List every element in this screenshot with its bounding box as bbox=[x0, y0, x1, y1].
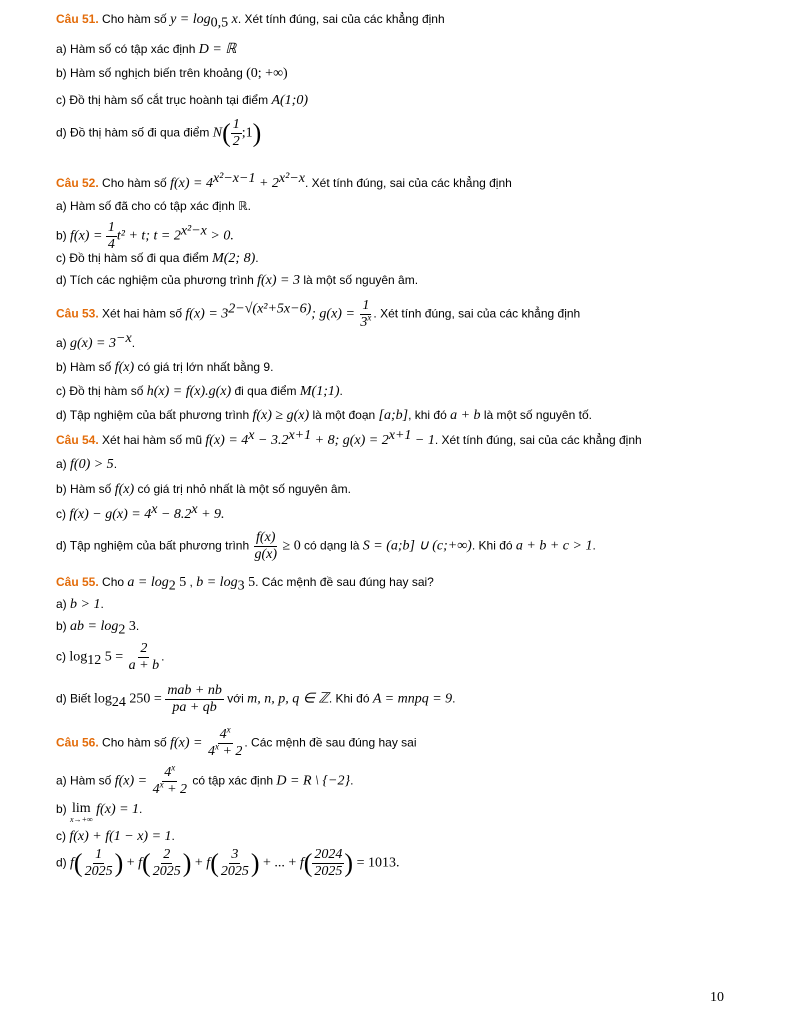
q51-c: c) Đồ thị hàm số cắt trục hoành tại điểm A(1;0) bbox=[56, 93, 308, 108]
q51-a: a) Hàm số có tập xác định D = ℝ bbox=[56, 42, 237, 57]
q51-d: d) Đồ thị hàm số đi qua điểm N( $\frac{1}{2}$ ;1) bbox=[56, 117, 262, 149]
q55-d: d) Biết $\log_{24} 250$ = mab + nb pa + qb với m, n, p, q ∈ ℤ. Khi đó A = mnpq = 9. bbox=[56, 683, 456, 715]
q54-stem: Câu 54. Xét hai hàm số mũ $f(x) = 4^x - 3.2^{x+1} + 8$; $g(x) = 2^{x+1} - 1$. Xét tính đúng, sai của các khẳng định bbox=[56, 428, 642, 448]
q51-stem: Câu 51. Cho hàm số $y = \log_{0,5} x$. Xét tính đúng, sai của các khẳng định bbox=[56, 12, 445, 31]
q56-c: c) f(x) + f(1 − x) = 1. bbox=[56, 829, 175, 844]
q55-c: c) $\log_{12} 5$ = $\frac{2}{a + b}$ . bbox=[56, 641, 165, 673]
q56-b: b) lim x→+∞ f(x) = 1. bbox=[56, 801, 143, 824]
q54-b: b) Hàm số f(x) có giá trị nhỏ nhất là một số nguyên âm. bbox=[56, 482, 351, 497]
q52-c: c) Đồ thị hàm số đi qua điểm M(2; 8). bbox=[56, 251, 259, 266]
q52-a: a) Hàm số đã cho có tập xác định ℝ. bbox=[56, 199, 251, 213]
q53-c: c) Đồ thị hàm số h(x) = f(x).g(x) đi qua điểm M(1;1). bbox=[56, 384, 343, 399]
q53-b: b) Hàm số f(x) có giá trị lớn nhất bằng 9. bbox=[56, 360, 274, 375]
q54-a: a) f(0) > 5. bbox=[56, 457, 118, 472]
q52-d: d) Tích các nghiệm của phương trình f(x) = 3 là một số nguyên âm. bbox=[56, 273, 419, 288]
q52-stem: Câu 52. Cho hàm số $f(x) = 4^{x^2-x-1} + 2^{x^2-x}$. Xét tính đúng, sai của các khẳng định bbox=[56, 171, 512, 191]
q53-a: a) $g(x) = 3^{-x}$. bbox=[56, 331, 136, 351]
q53-stem: Câu 53. Xét hai hàm số $f(x) = 3^{2-√(x^2+5x-6)}$; g(x) = $\frac{1}{3^x}$ . Xét tính đúng, sai của các khẳng định bbox=[56, 298, 581, 330]
q55-a: a) b > 1. bbox=[56, 597, 104, 612]
q54-d: d) Tập nghiệm của bất phương trình $\frac{f(x)}{g(x)}$ ≥ 0 có dạng là S = (a;b] ∪ (c;+∞). Khi đó a + b + c > 1. bbox=[56, 530, 596, 562]
q55-stem: Câu 55. Cho $a = \log_2 5$ , $b = \log_3 5$. Các mệnh đề sau đúng hay sai? bbox=[56, 575, 434, 594]
q53-d: d) Tập nghiệm của bất phương trình f(x) ≥ g(x) là một đoạn [a;b], khi đó a + b là một số nguyên tố. bbox=[56, 408, 592, 423]
page-number: 10 bbox=[710, 990, 724, 1005]
q56-a: a) Hàm số f(x) = $\frac{4^x}{4^x + 2}$ có tập xác định D = R \ {−2}. bbox=[56, 762, 354, 797]
q56-d: d) f( $\frac{1}{2025}$ ) + f( $\frac{2}{2025}$ ) + f( $\frac{3}{2025}$ ) + ... + f( $\frac{2024}{2025}$ ) = 1013. bbox=[56, 847, 400, 879]
q55-b: b) ab = $\log_2 3$. bbox=[56, 619, 140, 638]
q52-b: b) f(x) = $\frac{1}{4}$ t² + t; $t = 2^{x^2-x} > 0$. bbox=[56, 220, 234, 252]
q54-c: c) $f(x) - g(x) = 4^x - 8.2^x + 9$. bbox=[56, 502, 225, 522]
q56-stem: Câu 56. Cho hàm số f(x) = $\frac{4^x}{4^x + 2}$ . Các mệnh đề sau đúng hay sai bbox=[56, 724, 417, 759]
q51-b: b) Hàm số nghịch biến trên khoảng (0; +∞) bbox=[56, 66, 288, 81]
